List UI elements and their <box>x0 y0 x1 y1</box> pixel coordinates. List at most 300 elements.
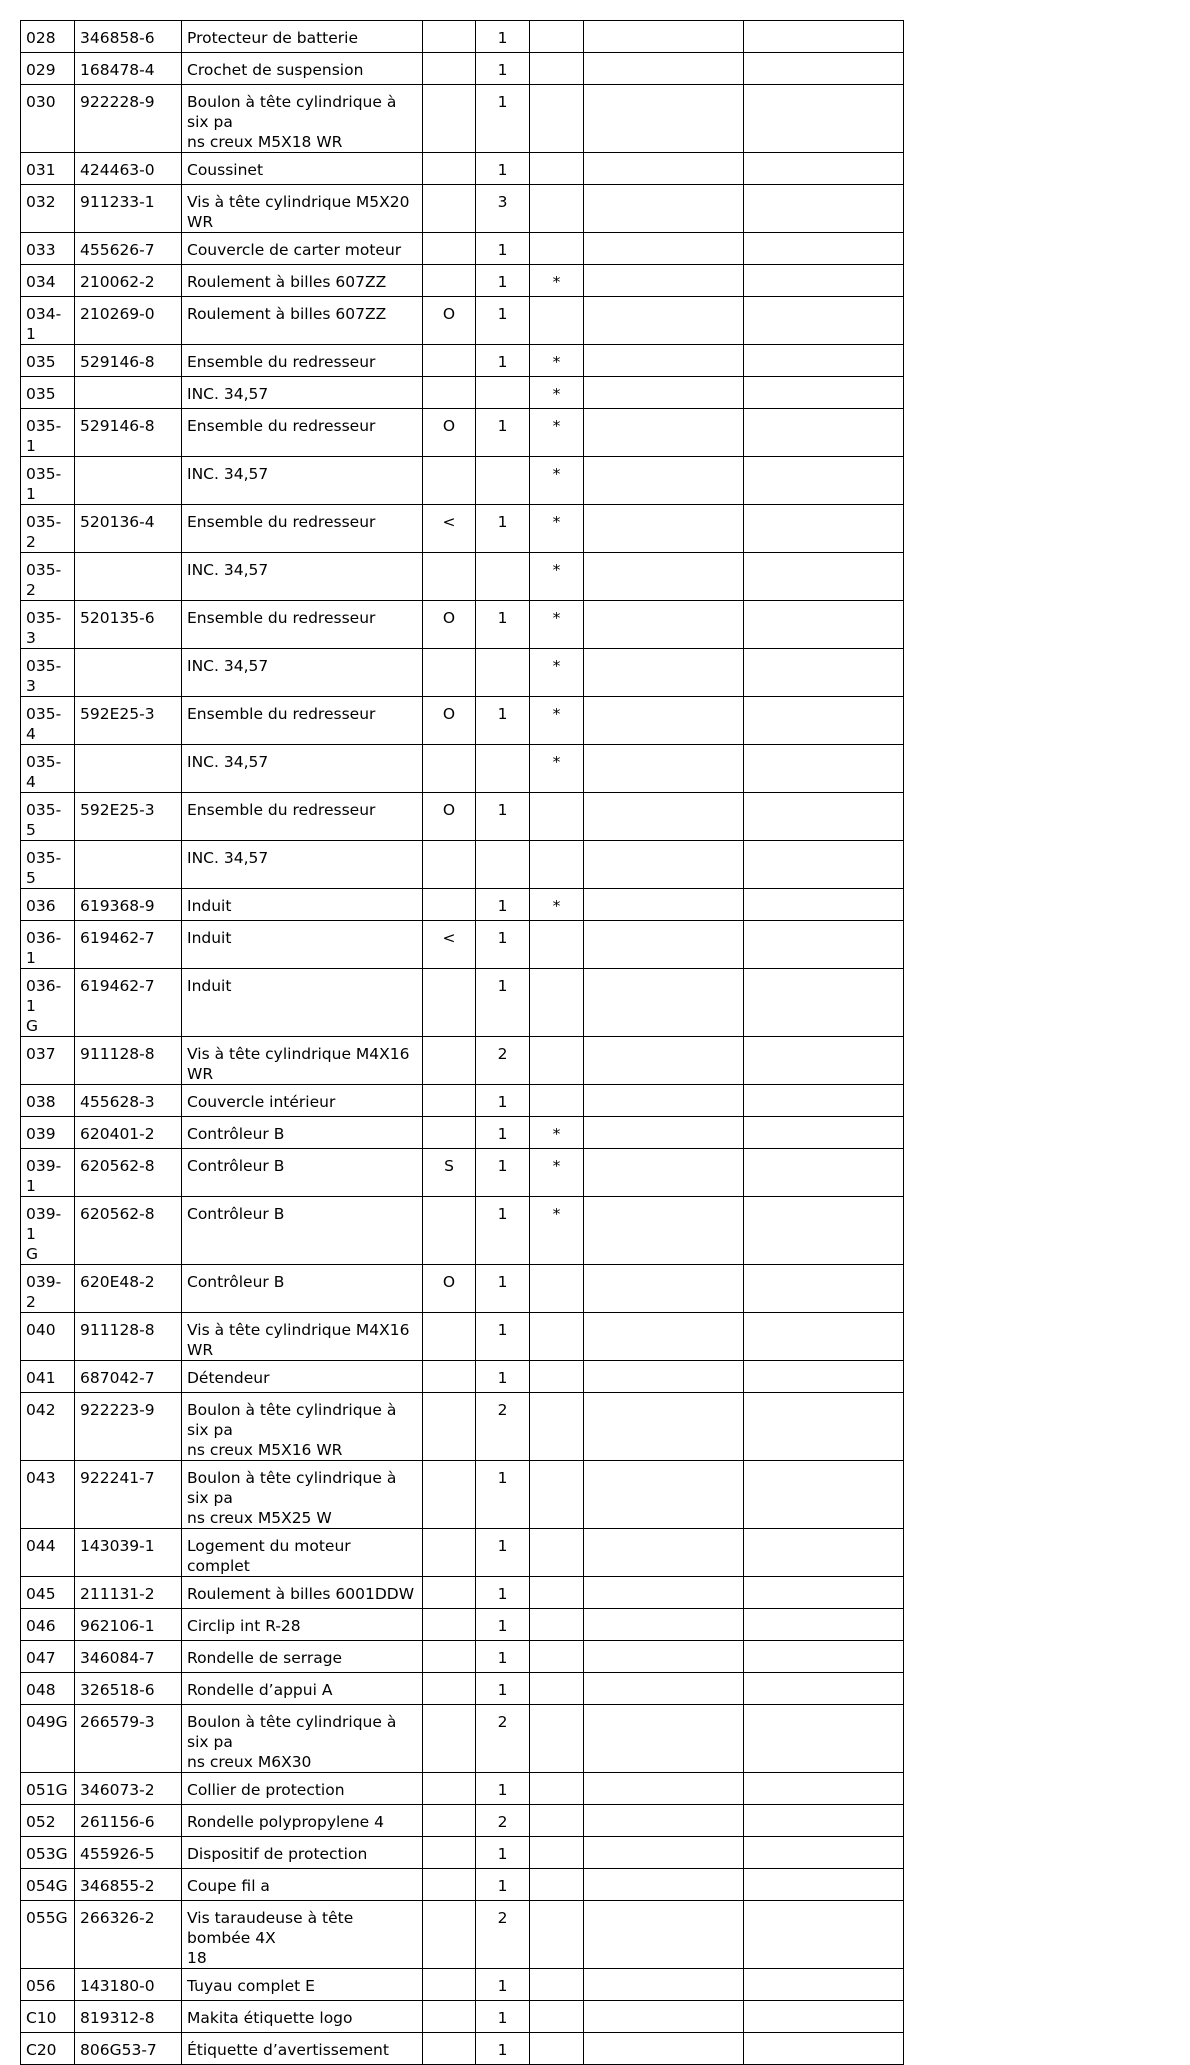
part-code-cell: 911233-1 <box>75 185 182 233</box>
mark-cell <box>423 1529 476 1577</box>
mark-cell <box>423 889 476 921</box>
part-code-cell: 962106-1 <box>75 1609 182 1641</box>
note-cell <box>530 1901 584 1969</box>
description-cell: Collier de protection <box>182 1773 423 1805</box>
mark-cell <box>423 649 476 697</box>
quantity-cell: 1 <box>476 505 530 553</box>
blank-cell <box>744 745 904 793</box>
blank-cell <box>744 377 904 409</box>
part-code-cell: 261156-6 <box>75 1805 182 1837</box>
note-cell <box>530 1969 584 2001</box>
description-cell: INC. 34,57 <box>182 841 423 889</box>
item-number-cell: 039 <box>21 1117 75 1149</box>
quantity-cell: 1 <box>476 1673 530 1705</box>
description-cell: Ensemble du redresseur <box>182 601 423 649</box>
table-row <box>21 1461 904 1529</box>
quantity-cell: 1 <box>476 1085 530 1117</box>
blank-cell <box>584 841 744 889</box>
part-code-cell: 210062-2 <box>75 265 182 297</box>
note-cell: * <box>530 553 584 601</box>
part-code-cell: 346073-2 <box>75 1773 182 1805</box>
description-cell: Vis à tête cylindrique M4X16 WR <box>182 1037 423 1085</box>
table-row <box>21 1265 904 1313</box>
quantity-cell: 1 <box>476 697 530 745</box>
table-row <box>21 85 904 153</box>
mark-cell <box>423 1773 476 1805</box>
item-number-cell: C10 <box>21 2001 75 2033</box>
blank-cell <box>744 2001 904 2033</box>
description-cell: Circlip int R-28 <box>182 1609 423 1641</box>
item-number-cell: 029 <box>21 53 75 85</box>
blank-cell <box>744 601 904 649</box>
blank-cell <box>744 85 904 153</box>
description-cell: Étiquette d’avertissement <box>182 2033 423 2065</box>
blank-cell <box>744 649 904 697</box>
item-number-cell: 035 <box>21 345 75 377</box>
blank-cell <box>744 1673 904 1705</box>
note-cell <box>530 1673 584 1705</box>
item-number-cell: 028 <box>21 21 75 53</box>
table-row <box>21 153 904 185</box>
part-code-cell: 619462-7 <box>75 969 182 1037</box>
mark-cell: O <box>423 601 476 649</box>
mark-cell: O <box>423 793 476 841</box>
quantity-cell: 1 <box>476 1461 530 1529</box>
item-number-cell: 035-4 <box>21 745 75 793</box>
blank-cell <box>744 1313 904 1361</box>
quantity-cell: 3 <box>476 185 530 233</box>
note-cell <box>530 2001 584 2033</box>
note-cell <box>530 233 584 265</box>
part-code-cell: 620562-8 <box>75 1149 182 1197</box>
blank-cell <box>744 1837 904 1869</box>
quantity-cell <box>476 457 530 505</box>
quantity-cell: 1 <box>476 793 530 841</box>
note-cell <box>530 1265 584 1313</box>
blank-cell <box>584 21 744 53</box>
quantity-cell: 2 <box>476 1705 530 1773</box>
mark-cell <box>423 553 476 601</box>
note-cell <box>530 21 584 53</box>
table-row <box>21 2001 904 2033</box>
mark-cell <box>423 233 476 265</box>
blank-cell <box>744 1085 904 1117</box>
description-cell: Protecteur de batterie <box>182 21 423 53</box>
mark-cell <box>423 1837 476 1869</box>
description-cell: Coussinet <box>182 153 423 185</box>
blank-cell <box>744 1609 904 1641</box>
blank-cell <box>744 1149 904 1197</box>
blank-cell <box>584 1901 744 1969</box>
mark-cell <box>423 1037 476 1085</box>
part-code-cell <box>75 745 182 793</box>
description-cell: Boulon à tête cylindrique à six pa ns creux M6X30 <box>182 1705 423 1773</box>
part-code-cell <box>75 553 182 601</box>
part-code-cell <box>75 841 182 889</box>
blank-cell <box>584 1869 744 1901</box>
blank-cell <box>584 553 744 601</box>
item-number-cell: 038 <box>21 1085 75 1117</box>
quantity-cell: 1 <box>476 153 530 185</box>
quantity-cell: 1 <box>476 1577 530 1609</box>
description-cell: Ensemble du redresseur <box>182 697 423 745</box>
mark-cell <box>423 1361 476 1393</box>
blank-cell <box>584 1773 744 1805</box>
table-row <box>21 969 904 1037</box>
item-number-cell: 037 <box>21 1037 75 1085</box>
mark-cell <box>423 1869 476 1901</box>
note-cell: * <box>530 265 584 297</box>
quantity-cell: 1 <box>476 1361 530 1393</box>
item-number-cell: 051G <box>21 1773 75 1805</box>
blank-cell <box>744 841 904 889</box>
table-row <box>21 1529 904 1577</box>
part-code-cell: 529146-8 <box>75 345 182 377</box>
blank-cell <box>584 969 744 1037</box>
quantity-cell: 1 <box>476 233 530 265</box>
item-number-cell: 035-1 <box>21 457 75 505</box>
blank-cell <box>584 1705 744 1773</box>
description-cell: Roulement à billes 607ZZ <box>182 265 423 297</box>
part-code-cell: 922228-9 <box>75 85 182 153</box>
description-cell: Boulon à tête cylindrique à six pa ns creux M5X25 W <box>182 1461 423 1529</box>
quantity-cell: 1 <box>476 1313 530 1361</box>
item-number-cell: 039-2 <box>21 1265 75 1313</box>
part-code-cell: 266579-3 <box>75 1705 182 1773</box>
mark-cell: < <box>423 505 476 553</box>
table-row <box>21 601 904 649</box>
note-cell <box>530 153 584 185</box>
mark-cell: S <box>423 1149 476 1197</box>
item-number-cell: 032 <box>21 185 75 233</box>
table-row <box>21 1837 904 1869</box>
mark-cell <box>423 377 476 409</box>
note-cell: * <box>530 697 584 745</box>
item-number-cell: 044 <box>21 1529 75 1577</box>
table-row <box>21 1361 904 1393</box>
blank-cell <box>584 889 744 921</box>
item-number-cell: 041 <box>21 1361 75 1393</box>
mark-cell <box>423 1117 476 1149</box>
description-cell: Crochet de suspension <box>182 53 423 85</box>
mark-cell <box>423 1901 476 1969</box>
table-row <box>21 1577 904 1609</box>
part-code-cell: 520135-6 <box>75 601 182 649</box>
blank-cell <box>744 889 904 921</box>
quantity-cell: 1 <box>476 969 530 1037</box>
mark-cell: O <box>423 409 476 457</box>
mark-cell <box>423 1197 476 1265</box>
note-cell: * <box>530 505 584 553</box>
blank-cell <box>584 649 744 697</box>
table-row <box>21 1969 904 2001</box>
table-row <box>21 841 904 889</box>
part-code-cell <box>75 457 182 505</box>
mark-cell <box>423 1805 476 1837</box>
note-cell: * <box>530 745 584 793</box>
item-number-cell: 035-2 <box>21 553 75 601</box>
blank-cell <box>584 345 744 377</box>
quantity-cell: 1 <box>476 1641 530 1673</box>
blank-cell <box>744 185 904 233</box>
description-cell: INC. 34,57 <box>182 553 423 601</box>
blank-cell <box>744 53 904 85</box>
description-cell: Makita étiquette logo <box>182 2001 423 2033</box>
mark-cell: O <box>423 697 476 745</box>
item-number-cell: 035-3 <box>21 649 75 697</box>
quantity-cell: 1 <box>476 85 530 153</box>
part-code-cell: 326518-6 <box>75 1673 182 1705</box>
description-cell: Induit <box>182 889 423 921</box>
note-cell <box>530 1705 584 1773</box>
table-row <box>21 377 904 409</box>
quantity-cell: 1 <box>476 1149 530 1197</box>
note-cell <box>530 1837 584 1869</box>
item-number-cell: 035-4 <box>21 697 75 745</box>
note-cell <box>530 1529 584 1577</box>
table-row <box>21 1773 904 1805</box>
table-row <box>21 745 904 793</box>
part-code-cell <box>75 649 182 697</box>
part-code-cell: 211131-2 <box>75 1577 182 1609</box>
blank-cell <box>744 21 904 53</box>
table-row <box>21 1037 904 1085</box>
description-cell: Rondelle polypropylene 4 <box>182 1805 423 1837</box>
description-cell: Ensemble du redresseur <box>182 409 423 457</box>
blank-cell <box>744 153 904 185</box>
item-number-cell: 036 <box>21 889 75 921</box>
item-number-cell: 035-1 <box>21 409 75 457</box>
item-number-cell: 048 <box>21 1673 75 1705</box>
blank-cell <box>584 601 744 649</box>
quantity-cell: 1 <box>476 1529 530 1577</box>
table-row <box>21 1197 904 1265</box>
blank-cell <box>584 1085 744 1117</box>
blank-cell <box>584 1117 744 1149</box>
item-number-cell: 049G <box>21 1705 75 1773</box>
table-row <box>21 1609 904 1641</box>
mark-cell: O <box>423 1265 476 1313</box>
table-row <box>21 649 904 697</box>
note-cell <box>530 1577 584 1609</box>
part-code-cell: 911128-8 <box>75 1037 182 1085</box>
table-row <box>21 1085 904 1117</box>
quantity-cell: 1 <box>476 1117 530 1149</box>
note-cell <box>530 1641 584 1673</box>
note-cell: * <box>530 409 584 457</box>
blank-cell <box>744 1705 904 1773</box>
part-code-cell: 266326-2 <box>75 1901 182 1969</box>
blank-cell <box>584 457 744 505</box>
note-cell <box>530 1085 584 1117</box>
table-row <box>21 697 904 745</box>
blank-cell <box>584 745 744 793</box>
description-cell: Vis à tête cylindrique M4X16 WR <box>182 1313 423 1361</box>
item-number-cell: 039-1 <box>21 1149 75 1197</box>
note-cell: * <box>530 457 584 505</box>
note-cell <box>530 297 584 345</box>
note-cell <box>530 1037 584 1085</box>
description-cell: Ensemble du redresseur <box>182 345 423 377</box>
note-cell <box>530 1609 584 1641</box>
description-cell: Rondelle de serrage <box>182 1641 423 1673</box>
description-cell: Logement du moteur complet <box>182 1529 423 1577</box>
item-number-cell: 045 <box>21 1577 75 1609</box>
part-code-cell: 620E48-2 <box>75 1265 182 1313</box>
item-number-cell: 054G <box>21 1869 75 1901</box>
blank-cell <box>584 185 744 233</box>
description-cell: Contrôleur B <box>182 1197 423 1265</box>
item-number-cell: 035-5 <box>21 793 75 841</box>
mark-cell <box>423 457 476 505</box>
blank-cell <box>744 1901 904 1969</box>
table-row <box>21 1869 904 1901</box>
description-cell: Roulement à billes 607ZZ <box>182 297 423 345</box>
parts-table <box>20 20 904 2065</box>
mark-cell <box>423 2001 476 2033</box>
part-code-cell: 520136-4 <box>75 505 182 553</box>
part-code-cell: 143039-1 <box>75 1529 182 1577</box>
note-cell <box>530 1313 584 1361</box>
quantity-cell: 2 <box>476 1037 530 1085</box>
note-cell <box>530 85 584 153</box>
quantity-cell: 2 <box>476 1805 530 1837</box>
table-row <box>21 921 904 969</box>
quantity-cell <box>476 841 530 889</box>
part-code-cell: 819312-8 <box>75 2001 182 2033</box>
blank-cell <box>584 1529 744 1577</box>
description-cell: Dispositif de protection <box>182 1837 423 1869</box>
blank-cell <box>744 793 904 841</box>
blank-cell <box>744 1869 904 1901</box>
quantity-cell: 1 <box>476 921 530 969</box>
table-row <box>21 1313 904 1361</box>
blank-cell <box>744 1117 904 1149</box>
note-cell: * <box>530 377 584 409</box>
table-row <box>21 1641 904 1673</box>
mark-cell <box>423 265 476 297</box>
description-cell: Contrôleur B <box>182 1117 423 1149</box>
blank-cell <box>584 233 744 265</box>
note-cell <box>530 921 584 969</box>
blank-cell <box>744 697 904 745</box>
blank-cell <box>584 1609 744 1641</box>
mark-cell <box>423 1577 476 1609</box>
blank-cell <box>744 969 904 1037</box>
item-number-cell: 034-1 <box>21 297 75 345</box>
item-number-cell: 055G <box>21 1901 75 1969</box>
description-cell: Détendeur <box>182 1361 423 1393</box>
blank-cell <box>584 1037 744 1085</box>
part-code-cell: 592E25-3 <box>75 697 182 745</box>
item-number-cell: 039-1 G <box>21 1197 75 1265</box>
mark-cell <box>423 745 476 793</box>
blank-cell <box>744 1969 904 2001</box>
description-cell: Roulement à billes 6001DDW <box>182 1577 423 1609</box>
blank-cell <box>744 457 904 505</box>
quantity-cell: 1 <box>476 1837 530 1869</box>
mark-cell <box>423 1461 476 1529</box>
mark-cell <box>423 1969 476 2001</box>
item-number-cell: 031 <box>21 153 75 185</box>
item-number-cell: 052 <box>21 1805 75 1837</box>
mark-cell <box>423 1641 476 1673</box>
blank-cell <box>744 345 904 377</box>
description-cell: Vis taraudeuse à tête bombée 4X 18 <box>182 1901 423 1969</box>
blank-cell <box>584 1149 744 1197</box>
note-cell <box>530 841 584 889</box>
quantity-cell: 1 <box>476 601 530 649</box>
table-row <box>21 233 904 265</box>
part-code-cell: 620401-2 <box>75 1117 182 1149</box>
table-row <box>21 889 904 921</box>
quantity-cell <box>476 649 530 697</box>
part-code-cell: 806G53-7 <box>75 2033 182 2065</box>
mark-cell <box>423 345 476 377</box>
table-row <box>21 297 904 345</box>
table-row <box>21 457 904 505</box>
mark-cell <box>423 969 476 1037</box>
note-cell: * <box>530 345 584 377</box>
part-code-cell: 592E25-3 <box>75 793 182 841</box>
blank-cell <box>584 153 744 185</box>
item-number-cell: 047 <box>21 1641 75 1673</box>
quantity-cell: 1 <box>476 1969 530 2001</box>
item-number-cell: 035-3 <box>21 601 75 649</box>
blank-cell <box>744 1641 904 1673</box>
description-cell: INC. 34,57 <box>182 649 423 697</box>
item-number-cell: 046 <box>21 1609 75 1641</box>
blank-cell <box>584 53 744 85</box>
parts-table-body <box>21 21 904 2065</box>
blank-cell <box>744 297 904 345</box>
blank-cell <box>744 1361 904 1393</box>
description-cell: Boulon à tête cylindrique à six pa ns creux M5X18 WR <box>182 85 423 153</box>
mark-cell <box>423 85 476 153</box>
description-cell: Boulon à tête cylindrique à six pa ns creux M5X16 WR <box>182 1393 423 1461</box>
item-number-cell: 056 <box>21 1969 75 2001</box>
table-row <box>21 53 904 85</box>
blank-cell <box>744 1805 904 1837</box>
note-cell: * <box>530 1149 584 1197</box>
description-cell: Ensemble du redresseur <box>182 793 423 841</box>
part-code-cell: 346084-7 <box>75 1641 182 1673</box>
blank-cell <box>744 409 904 457</box>
mark-cell <box>423 1393 476 1461</box>
quantity-cell: 1 <box>476 2001 530 2033</box>
blank-cell <box>584 1461 744 1529</box>
description-cell: Couvercle de carter moteur <box>182 233 423 265</box>
quantity-cell: 1 <box>476 1773 530 1805</box>
table-row <box>21 505 904 553</box>
item-number-cell: 033 <box>21 233 75 265</box>
part-code-cell: 687042-7 <box>75 1361 182 1393</box>
quantity-cell: 1 <box>476 21 530 53</box>
blank-cell <box>584 1361 744 1393</box>
part-code-cell: 143180-0 <box>75 1969 182 2001</box>
description-cell: INC. 34,57 <box>182 745 423 793</box>
part-code-cell: 346858-6 <box>75 21 182 53</box>
item-number-cell: 036-1 <box>21 921 75 969</box>
quantity-cell <box>476 377 530 409</box>
blank-cell <box>744 505 904 553</box>
part-code-cell: 346855-2 <box>75 1869 182 1901</box>
table-row <box>21 793 904 841</box>
description-cell: Contrôleur B <box>182 1265 423 1313</box>
blank-cell <box>584 1577 744 1609</box>
item-number-cell: 053G <box>21 1837 75 1869</box>
note-cell <box>530 793 584 841</box>
